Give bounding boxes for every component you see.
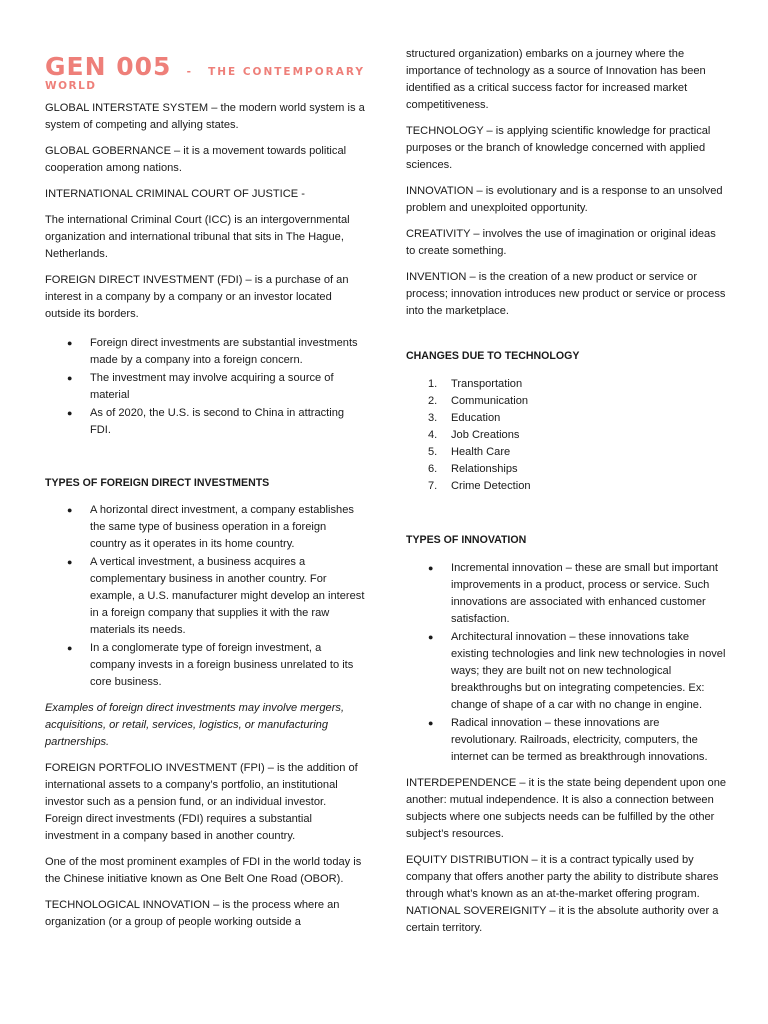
list-item: ● A horizontal direct investment, a company establishes the same type of business operation in a foreign country as it operates in its home country. <box>67 504 354 550</box>
heading-changes-due-to-technology: CHANGES DUE TO TECHNOLOGY <box>406 350 580 362</box>
paragraph-obor: One of the most prominent examples of FDI in the world today is the Chinese initiative known as One Belt One Road (OBOR). <box>45 856 362 885</box>
paragraph-interdependence: INTERDEPENDENCE – it is the state being dependent upon one another: mutual independence. It is also a connection between subjects where one subjects needs can be fulfilled by the other subject’s resources. <box>406 777 727 840</box>
list-item: ● Incremental innovation – these are small but important improvements in a product, process or service. Such innovations are associated with enhanced customer satisfaction. <box>428 562 719 625</box>
list-item: 6. Relationships <box>428 463 518 475</box>
paragraph-invention: INVENTION – is the creation of a new product or service or process; innovation introduces new product or service or process into the marketplace. <box>406 271 726 317</box>
bullet-icon: ● <box>67 373 73 383</box>
types-fdi-bullet-list <box>45 502 365 691</box>
right-column <box>406 46 728 937</box>
paragraph-icc: The international Criminal Court (ICC) is an intergovernmental organization and international tribunal that sits in The Hague, Netherlands. <box>45 214 350 260</box>
heading-types-fdi: TYPES OF FOREIGN DIRECT INVESTMENTS <box>45 477 270 489</box>
bullet-icon: ● <box>67 505 73 515</box>
paragraph-equity-distribution: EQUITY DISTRIBUTION – it is a contract typically used by company that offers another party the ability to distribute shares through what’s known as an at-the-market offering program. <box>406 854 719 900</box>
list-item: ● The investment may involve acquiring a source of material <box>67 372 334 401</box>
list-item: ● As of 2020, the U.S. is second to China in attracting FDI. <box>67 407 345 436</box>
paragraph-innovation: INNOVATION – is evolutionary and is a response to an unsolved problem and unexploited opportunity. <box>406 185 723 214</box>
bullet-icon: ● <box>428 563 434 573</box>
title-rest: THE CONTEMPORARY <box>208 66 365 78</box>
bullet-icon: ● <box>67 643 73 653</box>
heading-types-of-innovation: TYPES OF INNOVATION <box>406 534 527 546</box>
paragraph-fdi: FOREIGN DIRECT INVESTMENT (FDI) – is a purchase of an interest in a company by a company or an investor located outside its borders. <box>45 274 349 320</box>
paragraph-continuation: structured organization) embarks on a journey where the importance of technology as a source of Innovation has been identified as a critical success factor for increased market competitiveness. <box>406 48 706 111</box>
bullet-icon: ● <box>428 632 434 642</box>
course-code: GEN 005 <box>45 52 172 81</box>
list-item: 3. Education <box>428 412 501 424</box>
list-item: 5. Health Care <box>428 446 511 458</box>
list-item: 7. Crime Detection <box>428 480 531 492</box>
left-column <box>45 100 365 931</box>
paragraph-examples: Examples of foreign direct investments may involve mergers, acquisitions, or retail, services, logistics, or manufacturing partnerships. <box>45 702 345 748</box>
changes-numbered-list <box>406 376 728 495</box>
title-line2: WORLD <box>45 80 97 92</box>
list-item: ● Radical innovation – these innovations are revolutionary. Railroads, electricity, computers, the internet can be termed as breakthrough innovations. <box>428 717 708 763</box>
bullet-icon: ● <box>67 408 73 418</box>
paragraph-national-sovereignty: NATIONAL SOVEREIGNITY – it is the absolute authority over a certain territory. <box>406 905 719 934</box>
bullet-icon: ● <box>428 718 434 728</box>
document-title <box>45 52 365 92</box>
title-dash: - <box>186 66 193 78</box>
bullet-icon: ● <box>67 338 73 348</box>
paragraph-technological-innovation: TECHNOLOGICAL INNOVATION – is the process where an organization (or a group of people working outside a <box>45 899 340 928</box>
fdi-bullet-list <box>45 335 365 439</box>
list-item: ● In a conglomerate type of foreign investment, a company invests in a foreign business unrelated to its core business. <box>67 642 354 688</box>
list-item: ● Architectural innovation – these innovations take existing technologies and link new technologies in novel ways; they are built not on new technological breakthroughs but on integrating competencies. Ex: change of shape of a car with no change in engine. <box>428 631 726 711</box>
paragraph-global-gobernance: GLOBAL GOBERNANCE – it is a movement towards political cooperation among nations. <box>45 145 347 174</box>
paragraph-technology: TECHNOLOGY – is applying scientific knowledge for practical purposes or the branch of knowledge concerned with applied sciences. <box>406 125 711 171</box>
bullet-icon: ● <box>67 557 73 567</box>
list-item: 2. Communication <box>428 395 529 407</box>
paragraph-icj: INTERNATIONAL CRIMINAL COURT OF JUSTICE - <box>45 188 305 200</box>
paragraph-creativity: CREATIVITY – involves the use of imagination or original ideas to create something. <box>406 228 716 257</box>
list-item: 1. Transportation <box>428 378 523 390</box>
list-item: 4. Job Creations <box>428 429 520 441</box>
list-item: ● A vertical investment, a business acquires a complementary business in another country. For example, a U.S. manufacturer might develop an interest in a foreign company that supplies it with the raw materials its needs. <box>67 556 365 636</box>
list-item: ● Foreign direct investments are substantial investments made by a company into a foreign concern. <box>67 337 358 366</box>
paragraph-global-interstate: GLOBAL INTERSTATE SYSTEM – the modern world system is a system of competing and allying states. <box>45 102 365 131</box>
types-innovation-bullet-list <box>406 560 728 766</box>
paragraph-fpi: FOREIGN PORTFOLIO INVESTMENT (FPI) – is the addition of international assets to a company’s portfolio, an institutional investor such as a pension fund, or an individual investor. Foreign direct investments (FDI) requires a substantial investment in a company based in another country. <box>45 762 358 842</box>
